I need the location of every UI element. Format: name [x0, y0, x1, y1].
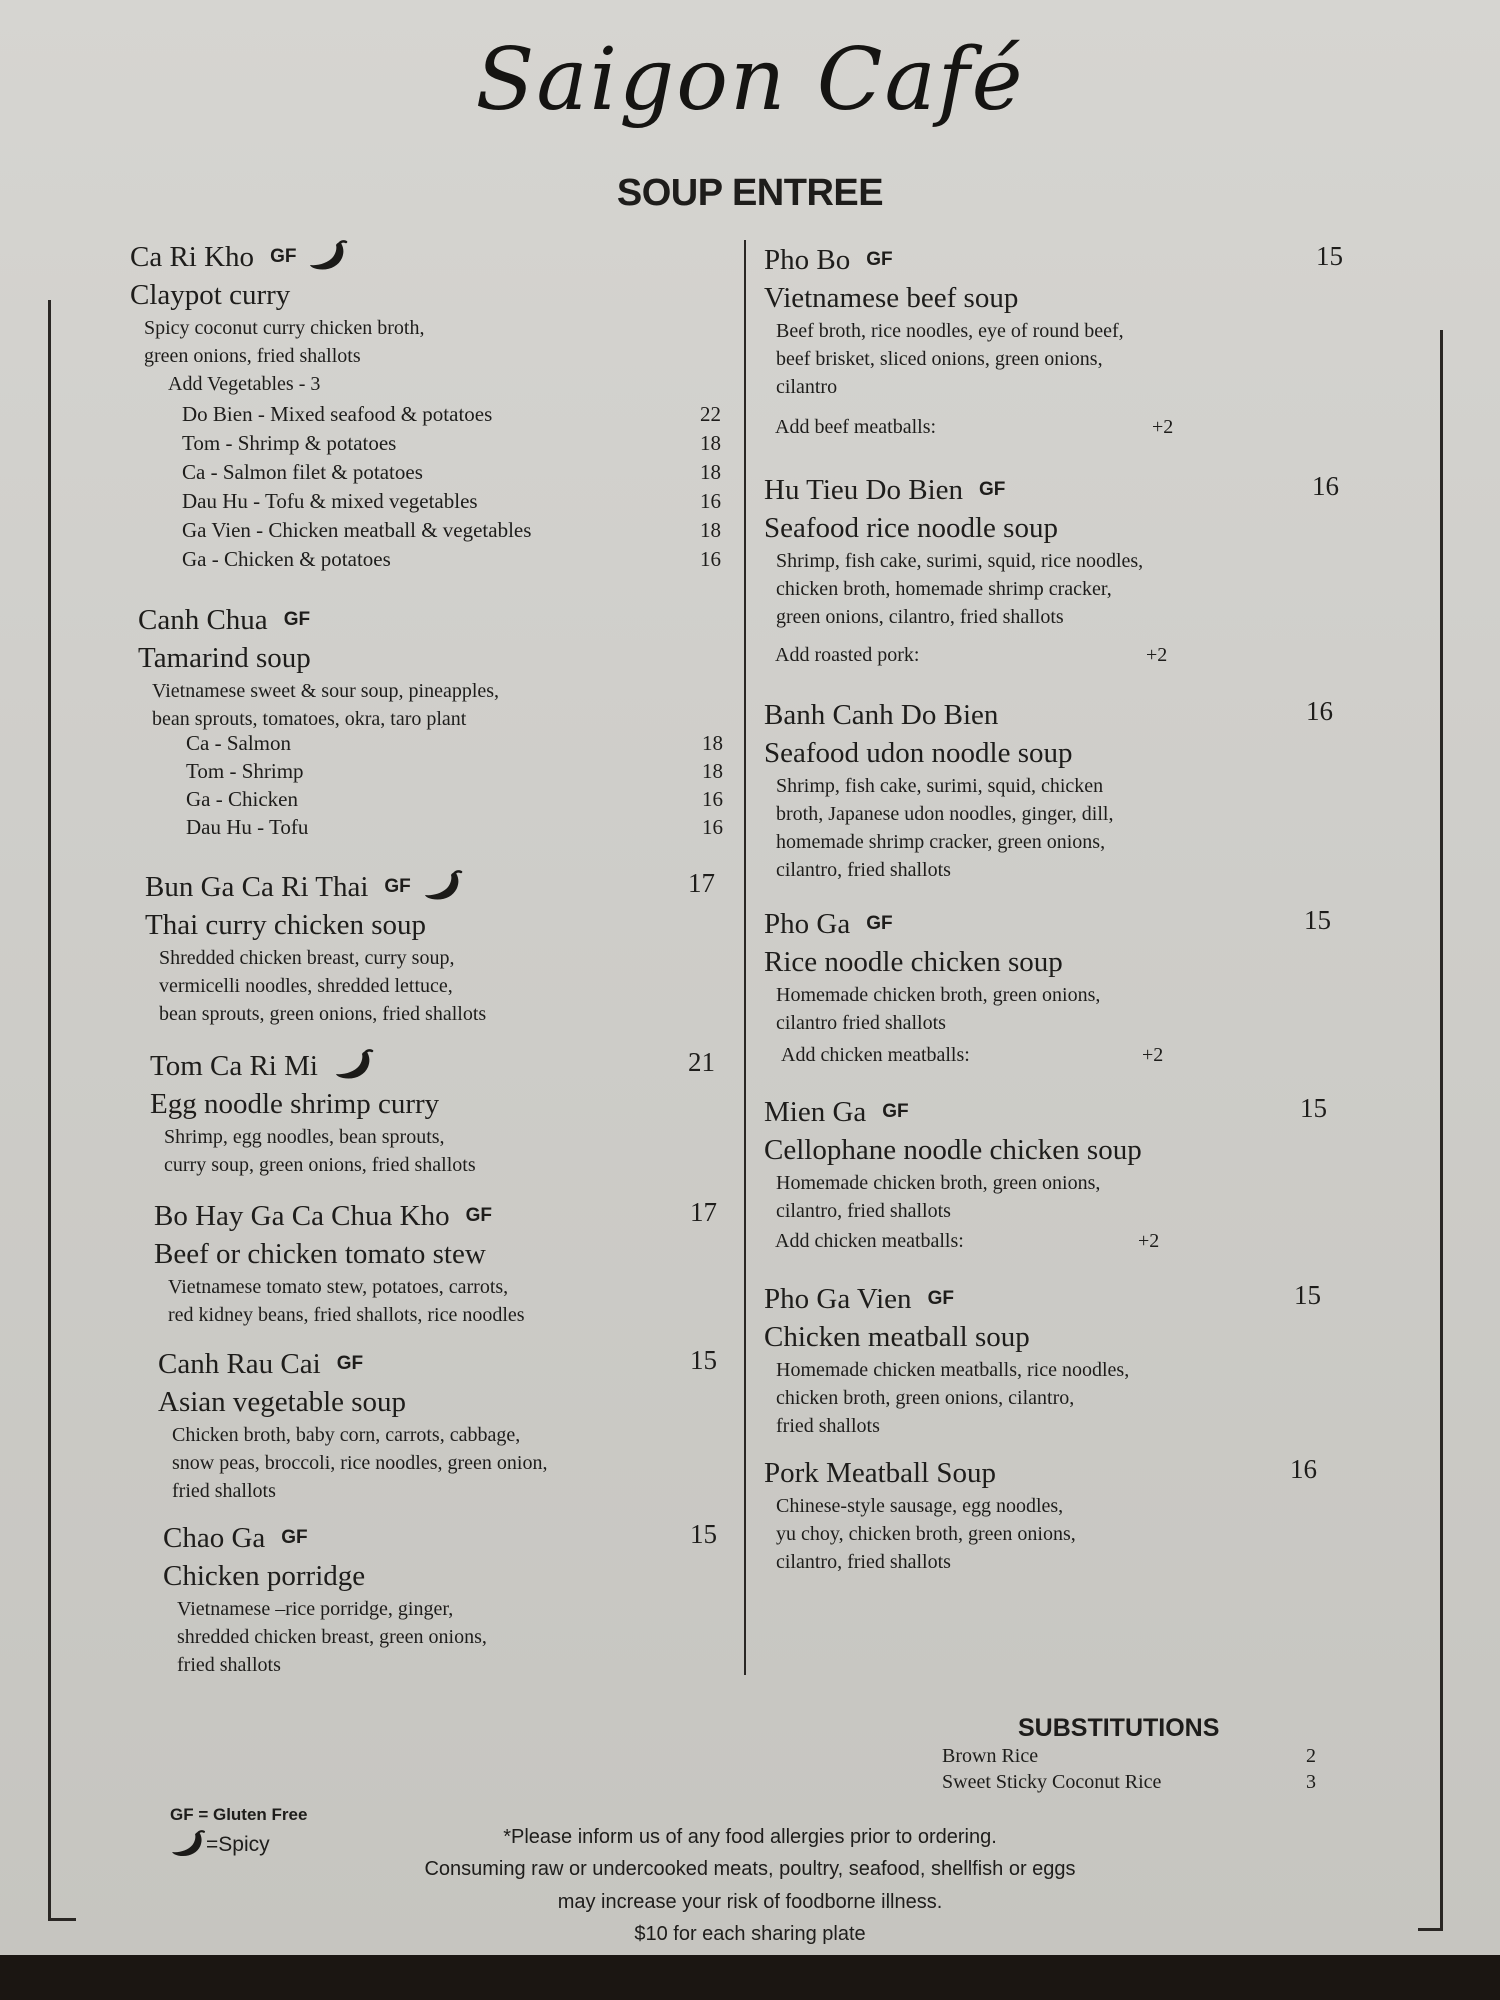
variant-label: Ga Vien - Chicken meatball & vegetables: [182, 518, 532, 542]
addon-label: Add beef meatballs:: [775, 416, 937, 438]
addon-label: Add chicken meatballs:: [781, 1044, 970, 1066]
item-heading: [764, 905, 1344, 943]
menu-item-bun-ga-ca-ri-thai: [145, 868, 745, 1028]
gf-tag: GF: [979, 479, 1006, 500]
menu-item-chao-ga: [163, 1519, 763, 1679]
item-price: 15: [1294, 1280, 1321, 1310]
menu-item-canh-rau-cai: [158, 1345, 758, 1505]
item-description: Shrimp, fish cake, surimi, squid, rice noodles, chicken broth, homemade shrimp cracker, green onions, cilantro, fried shallots: [776, 550, 1144, 628]
item-subtitle: Thai curry chicken soup: [145, 909, 427, 941]
item-subtitle: Vietnamese beef soup: [764, 282, 1019, 314]
item-heading: [158, 1345, 758, 1383]
gf-tag: GF: [384, 876, 411, 897]
gf-tag: GF: [866, 913, 893, 934]
gf-tag: GF: [927, 1288, 954, 1309]
item-heading: [764, 1454, 1344, 1492]
menu-item-pho-ga-vien: [764, 1280, 1344, 1440]
item-name: Pho Ga Vien: [764, 1282, 912, 1315]
item-price: 17: [690, 1197, 717, 1227]
substitution-label: Brown Rice: [942, 1745, 1039, 1767]
substitution-price: 2: [1306, 1745, 1316, 1767]
item-heading: [764, 241, 1344, 279]
item-heading: [163, 1519, 763, 1557]
item-heading: [130, 238, 730, 276]
item-price: 15: [690, 1519, 717, 1549]
variant-price: 16: [702, 815, 723, 839]
add-vegetables-note: Add Vegetables - 3: [168, 373, 321, 395]
menu-item-ca-ri-kho: [130, 238, 730, 398]
menu-item-banh-canh-do-bien: [764, 696, 1344, 884]
menu-item-canh-chua: [138, 601, 738, 733]
variant-label: Ca - Salmon filet & potatoes: [182, 460, 423, 484]
spicy-legend-label: =Spicy: [206, 1833, 270, 1856]
item-subtitle: Seafood udon noodle soup: [764, 737, 1073, 769]
item-description: Homemade chicken meatballs, rice noodles, chicken broth, green onions, cilantro, fried shallots: [776, 1359, 1130, 1437]
item-heading: [764, 1093, 1344, 1131]
item-price: 16: [1306, 696, 1333, 726]
item-heading: [154, 1197, 754, 1235]
substitution-price: 3: [1306, 1771, 1316, 1793]
substitutions-title: SUBSTITUTIONS: [1018, 1714, 1220, 1742]
item-description: Vietnamese –rice porridge, ginger, shredded chicken breast, green onions, fried shallots: [177, 1598, 487, 1676]
variant-price: 16: [700, 489, 721, 513]
variant-label: Tom - Shrimp & potatoes: [182, 431, 397, 455]
item-heading: [764, 471, 1344, 509]
item-subtitle: Asian vegetable soup: [158, 1386, 407, 1418]
addon-label: Add roasted pork:: [775, 644, 920, 666]
menu-item-pork-meatball-soup: [764, 1454, 1344, 1576]
item-name: Bo Hay Ga Ca Chua Kho: [154, 1199, 450, 1232]
addon-label: Add chicken meatballs:: [775, 1230, 964, 1252]
item-description: Shredded chicken breast, curry soup, vermicelli noodles, shredded lettuce, bean sprouts, green onions, fried shallots: [159, 947, 487, 1025]
gf-tag: GF: [270, 246, 297, 267]
sharing-plate-note: $10 for each sharing plate: [634, 1923, 866, 1945]
item-name: Pho Ga: [764, 907, 851, 940]
gf-tag: GF: [882, 1101, 909, 1122]
allergy-notice: *Please inform us of any food allergies prior to ordering.: [503, 1826, 997, 1848]
variant-price: 16: [702, 787, 723, 811]
item-name: Hu Tieu Do Bien: [764, 473, 964, 506]
item-description: Vietnamese tomato stew, potatoes, carrots, red kidney beans, fried shallots, rice noodles: [168, 1276, 525, 1326]
variant-label: Do Bien - Mixed seafood & potatoes: [182, 402, 493, 426]
menu-item-hu-tieu-do-bien: [764, 471, 1344, 631]
consumption-warning: Consuming raw or undercooked meats, poultry, seafood, shellfish or eggs: [424, 1858, 1076, 1880]
gf-tag: GF: [866, 249, 893, 270]
left-border-line: [48, 300, 51, 1920]
item-name: Tom Ca Ri Mi: [150, 1049, 318, 1082]
item-description: Shrimp, fish cake, surimi, squid, chicken broth, Japanese udon noodles, ginger, dill, homemade shrimp cracker, green onions, cilantro, fried shallots: [776, 775, 1114, 881]
item-name: Bun Ga Ca Ri Thai: [145, 870, 369, 903]
item-price: 16: [1312, 471, 1339, 501]
item-description: Chinese-style sausage, egg noodles, yu choy, chicken broth, green onions, cilantro, fried shallots: [776, 1495, 1076, 1573]
addon-price: +2: [1146, 644, 1168, 666]
variant-price: 18: [702, 759, 723, 783]
menu-item-tom-ca-ri-mi: [150, 1047, 750, 1179]
item-name: Mien Ga: [764, 1095, 867, 1128]
item-price: 15: [1304, 905, 1331, 935]
item-description: Shrimp, egg noodles, bean sprouts, curry soup, green onions, fried shallots: [164, 1126, 476, 1176]
variant-label: Dau Hu - Tofu: [186, 815, 309, 839]
addon-price: +2: [1152, 416, 1174, 438]
item-name: Ca Ri Kho: [130, 240, 255, 273]
variant-price: 18: [702, 731, 723, 755]
item-price: 15: [1316, 241, 1343, 271]
item-description: Vietnamese sweet & sour soup, pineapples, bean sprouts, tomatoes, okra, taro plant: [152, 680, 500, 730]
menu-item-pho-ga: [764, 905, 1344, 1037]
item-heading: [764, 696, 1344, 734]
item-heading: [764, 1280, 1344, 1318]
variant-label: Dau Hu - Tofu & mixed vegetables: [182, 489, 478, 513]
item-subtitle: Claypot curry: [130, 279, 291, 311]
addon-price: +2: [1138, 1230, 1160, 1252]
item-heading: [138, 601, 738, 639]
item-description: Homemade chicken broth, green onions, cilantro, fried shallots: [776, 1172, 1101, 1222]
variant-label: Ga - Chicken: [186, 787, 298, 811]
variant-label: Ga - Chicken & potatoes: [182, 547, 391, 571]
section-title: SOUP ENTREE: [616, 172, 884, 214]
item-subtitle: Beef or chicken tomato stew: [154, 1238, 486, 1270]
menu-item-bo-hay-ga: [154, 1197, 754, 1329]
spicy-pepper-icon: [308, 240, 348, 274]
item-subtitle: Chicken porridge: [163, 1560, 366, 1592]
item-subtitle: Tamarind soup: [138, 642, 311, 674]
gluten-free-legend: GF = Gluten Free: [170, 1805, 308, 1824]
gf-tag: GF: [465, 1205, 492, 1226]
addon-price: +2: [1142, 1044, 1164, 1066]
variant-price: 18: [700, 460, 721, 484]
item-heading: [145, 868, 745, 906]
item-name: Canh Chua: [138, 603, 268, 636]
menu-item-mien-ga: [764, 1093, 1344, 1225]
right-border-line: [1440, 330, 1443, 1930]
variant-price: 22: [700, 402, 721, 426]
item-name: Chao Ga: [163, 1521, 266, 1554]
item-price: 17: [688, 868, 715, 898]
item-subtitle: Cellophane noodle chicken soup: [764, 1134, 1142, 1166]
variant-price: 18: [700, 431, 721, 455]
substitution-label: Sweet Sticky Coconut Rice: [942, 1771, 1162, 1793]
item-description: Beef broth, rice noodles, eye of round beef, beef brisket, sliced onions, green onions, cilantro: [776, 320, 1124, 398]
variant-label: Ca - Salmon: [186, 731, 291, 755]
restaurant-logo: Saigon Café: [475, 30, 1025, 130]
item-subtitle: Seafood rice noodle soup: [764, 512, 1058, 544]
foodborne-warning: may increase your risk of foodborne illness.: [557, 1891, 943, 1913]
gf-tag: GF: [336, 1353, 364, 1374]
item-description: Homemade chicken broth, green onions, cilantro fried shallots: [776, 984, 1101, 1034]
item-description: Spicy coconut curry chicken broth, green onions, fried shallots: [144, 317, 425, 367]
spicy-pepper-icon: [423, 870, 463, 904]
menu-item-pho-bo: [764, 241, 1344, 401]
item-subtitle: Rice noodle chicken soup: [764, 946, 1063, 978]
variant-label: Tom - Shrimp: [186, 759, 304, 783]
item-price: 15: [1300, 1093, 1327, 1123]
item-description: Chicken broth, baby corn, carrots, cabbage, snow peas, broccoli, rice noodles, green onion, fried shallots: [172, 1424, 548, 1502]
spicy-pepper-icon: [334, 1049, 374, 1083]
variant-price: 18: [700, 518, 721, 542]
item-subtitle: Chicken meatball soup: [764, 1321, 1030, 1353]
item-heading: [150, 1047, 750, 1085]
item-price: 15: [690, 1345, 717, 1375]
item-name: Pho Bo: [764, 243, 851, 276]
item-name: Canh Rau Cai: [158, 1347, 321, 1380]
gf-tag: GF: [283, 609, 311, 630]
item-price: 16: [1290, 1454, 1317, 1484]
left-border-foot: [48, 1918, 76, 1921]
item-price: 21: [688, 1047, 715, 1077]
item-name: Banh Canh Do Bien: [764, 698, 999, 731]
item-name: Pork Meatball Soup: [764, 1456, 996, 1489]
item-subtitle: Egg noodle shrimp curry: [150, 1088, 440, 1120]
variant-price: 16: [700, 547, 721, 571]
gf-tag: GF: [281, 1527, 308, 1548]
